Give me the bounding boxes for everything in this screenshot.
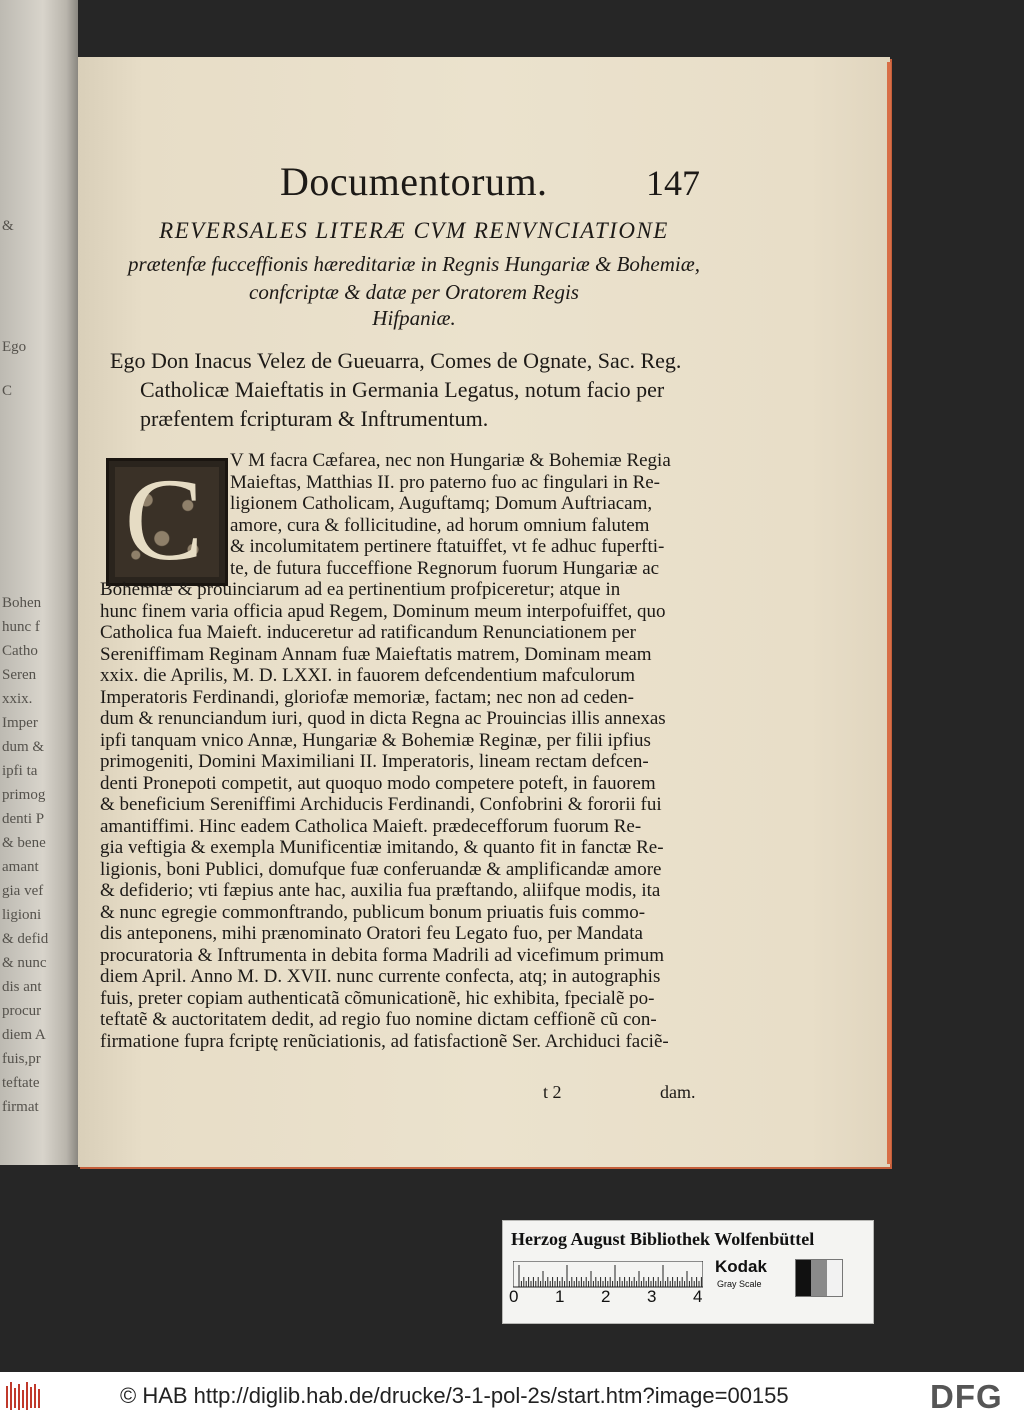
previous-page-fragment: ligioni bbox=[2, 907, 42, 923]
body-line: procuratoria & Inftrumenta in debita forma Madrili ad vicefimum primum bbox=[100, 944, 665, 966]
body-line: teftatẽ & auctoritatem dedit, ad regio fuo nomine dictam ceffionẽ cũ con- bbox=[100, 1009, 657, 1030]
previous-page-fragment: firmat bbox=[2, 1099, 39, 1115]
body-line: Imperatoris Ferdinandi, gloriofæ memoriæ, factam; nec non ad ceden- bbox=[100, 686, 634, 708]
gray-scale-swatches bbox=[795, 1259, 843, 1297]
previous-page-fragment: Ego bbox=[2, 339, 27, 355]
body-line: amore, cura & follicitudine, ad horum omnium falutem bbox=[230, 514, 650, 536]
body-line: & defiderio; vti fæpius ante hac, auxilia fua præftando, aliifque modis, ita bbox=[100, 880, 661, 901]
body-line: gia veftigia & exempla Munificentiæ imitando, & quanto fit in fanctæ Re- bbox=[100, 837, 664, 858]
intro-line: præfentem fcripturam & Inftrumentum. bbox=[140, 406, 489, 431]
gray-swatch bbox=[796, 1260, 811, 1296]
gray-swatch bbox=[811, 1260, 826, 1296]
previous-page-fragment: ipfi ta bbox=[2, 763, 38, 779]
library-name: Herzog August Bibliothek Wolfenbüttel bbox=[511, 1229, 815, 1249]
previous-page-fragment: denti P bbox=[2, 811, 45, 827]
previous-page-fragment: hunc f bbox=[2, 619, 40, 635]
body-text bbox=[100, 450, 740, 1052]
signature-mark: t 2 bbox=[543, 1082, 562, 1102]
body-line: diem April. Anno M. D. XVII. nunc currente confecta, atq; in autographis bbox=[100, 966, 661, 987]
previous-page-fragment: Imper bbox=[2, 715, 38, 731]
ruler-number: 4 bbox=[693, 1287, 703, 1306]
previous-page-fragment: Bohen bbox=[2, 595, 42, 611]
catchword: dam. bbox=[660, 1082, 696, 1102]
body-line: fuis, preter copiam authenticatã cõmunicationẽ, hic exhibita, fpecialẽ po- bbox=[100, 987, 655, 1009]
previous-page-fragment: dis ant bbox=[2, 979, 42, 995]
body-line: dum & renunciandum iuri, quod in dicta Regna ac Prouincias illis annexas bbox=[100, 708, 666, 729]
library-color-target bbox=[502, 1220, 874, 1324]
previous-page-fragment: fuis,pr bbox=[2, 1051, 41, 1067]
ruler-number: 0 bbox=[509, 1287, 519, 1306]
body-line: primogeniti, Domini Maximiliani II. Imperatoris, lineam rectam defcen- bbox=[100, 751, 649, 772]
page-edge bbox=[887, 62, 891, 1164]
source-link[interactable]: © HAB http://diglib.hab.de/drucke/3-1-pol-2s/start.htm?image=00155 bbox=[120, 1383, 789, 1408]
intro-line: Ego Don Inacus Velez de Gueuarra, Comes de Ognate, Sac. Reg. bbox=[110, 348, 682, 373]
body-line: & beneficium Sereniffimi Archiducis Ferdinandi, Confobrini & fororii fui bbox=[100, 794, 662, 815]
ruler-number: 1 bbox=[555, 1287, 565, 1306]
previous-page-fragment: dum & bbox=[2, 739, 45, 755]
body-line: Maieftas, Matthias II. pro paterno fuo ac fingulari in Re- bbox=[230, 471, 660, 493]
body-line: ligionis, boni Publici, domufque fuæ conferuandæ & amplificandæ amore bbox=[100, 858, 662, 880]
ruler-number: 3 bbox=[647, 1287, 657, 1306]
body-line: & nunc egregie commonftrando, publicum bonum priuatis fuis commo- bbox=[100, 901, 646, 923]
body-line: ipfi tanquam vnico Annæ, Hungariæ & Bohemiæ Reginæ, per filii ipfius bbox=[100, 729, 651, 751]
previous-page-fragment: amant bbox=[2, 859, 39, 875]
body-line: Catholica fua Maieft. induceretur ad ratificandum Renunciationem per bbox=[100, 622, 637, 643]
body-line: te, de futura fucceffione Regnorum fuorum Hungariæ ac bbox=[230, 557, 660, 579]
body-line: hunc finem varia officia apud Regem, Dominum meum interpofuiffet, quo bbox=[100, 600, 666, 622]
gray-swatch bbox=[827, 1260, 842, 1296]
body-line: V M facra Cæfarea, nec non Hungariæ & Bohemiæ Regia bbox=[230, 450, 671, 471]
ruler-number: 2 bbox=[601, 1287, 611, 1306]
document-title-line-4: Hifpaniæ. bbox=[372, 306, 456, 330]
previous-page-fragment: Seren bbox=[2, 667, 37, 683]
previous-page-fragment: primog bbox=[2, 787, 46, 803]
previous-page-fragment: & defid bbox=[2, 931, 49, 947]
previous-page-fragment: Catho bbox=[2, 643, 38, 659]
body-line: amantiffimi. Hinc eadem Catholica Maieft. prædecefforum fuorum Re- bbox=[100, 815, 642, 837]
previous-page-fragment: & bbox=[2, 218, 14, 234]
body-line: denti Pronepoti competit, aut quoquo modo competere poteft, in fauorem bbox=[100, 772, 656, 794]
previous-page-fragment: & bene bbox=[2, 835, 46, 851]
previous-page-fragment: & nunc bbox=[2, 955, 47, 971]
previous-page-fragment: C bbox=[2, 383, 13, 399]
kodak-brand: Kodak bbox=[715, 1257, 767, 1276]
body-line: dis anteponens, mihi prænominato Oratori feu Legato fuo, per Mandata bbox=[100, 923, 643, 944]
body-line: xxix. die Aprilis, M. D. LXXI. in fauorem defcendentium mafculorum bbox=[100, 665, 636, 686]
body-line: firmatione fupra fcriptę renũciationis, ad fatisfactionẽ Ser. Archiduci faciẽ- bbox=[100, 1030, 669, 1052]
previous-page-fragment: teftate bbox=[2, 1075, 40, 1091]
body-line: & incolumitatem pertinere ftatuiffet, vt fe adhuc fuperfti- bbox=[230, 536, 665, 557]
intro-paragraph bbox=[110, 346, 730, 433]
previous-page-fragment: gia vef bbox=[2, 883, 44, 899]
barcode-icon bbox=[6, 1382, 40, 1410]
previous-page-fragment: xxix. bbox=[2, 691, 33, 707]
running-head bbox=[280, 158, 740, 208]
page-footer-line bbox=[100, 1082, 720, 1104]
intro-line: Catholicæ Maieftatis in Germania Legatus, notum facio per bbox=[140, 377, 665, 402]
body-line: Bohemiæ & prouinciarum ad ea pertinentium profpiceretur; atque in bbox=[100, 579, 621, 600]
dfg-logo: DFG bbox=[930, 1378, 1003, 1415]
previous-page-fragment: procur bbox=[2, 1003, 42, 1019]
initial-letter: C bbox=[124, 454, 204, 585]
page-number: 147 bbox=[646, 163, 700, 203]
running-title: Documentorum. bbox=[280, 159, 548, 204]
body-line: ligionem Catholicam, Auguftamq; Domum Auftriacam, bbox=[230, 493, 653, 514]
document-title-line-3: confcriptæ & datæ per Oratorem Regis bbox=[249, 280, 579, 304]
document-title-line-2: prætenfæ fucceffionis hæreditariæ in Regnis Hungariæ & Bohemiæ, bbox=[127, 252, 701, 276]
viewer-footer bbox=[0, 1372, 1024, 1420]
document-title-line-1: REVERSALES LITERÆ CVM RENVNCIATIONE bbox=[159, 218, 669, 243]
body-line: Sereniffimam Reginam Annam fuæ Maieftatis matrem, Dominam meam bbox=[100, 643, 652, 665]
gray-scale-text: Gray Scale bbox=[717, 1279, 762, 1289]
previous-page-fragment: diem A bbox=[2, 1027, 46, 1043]
